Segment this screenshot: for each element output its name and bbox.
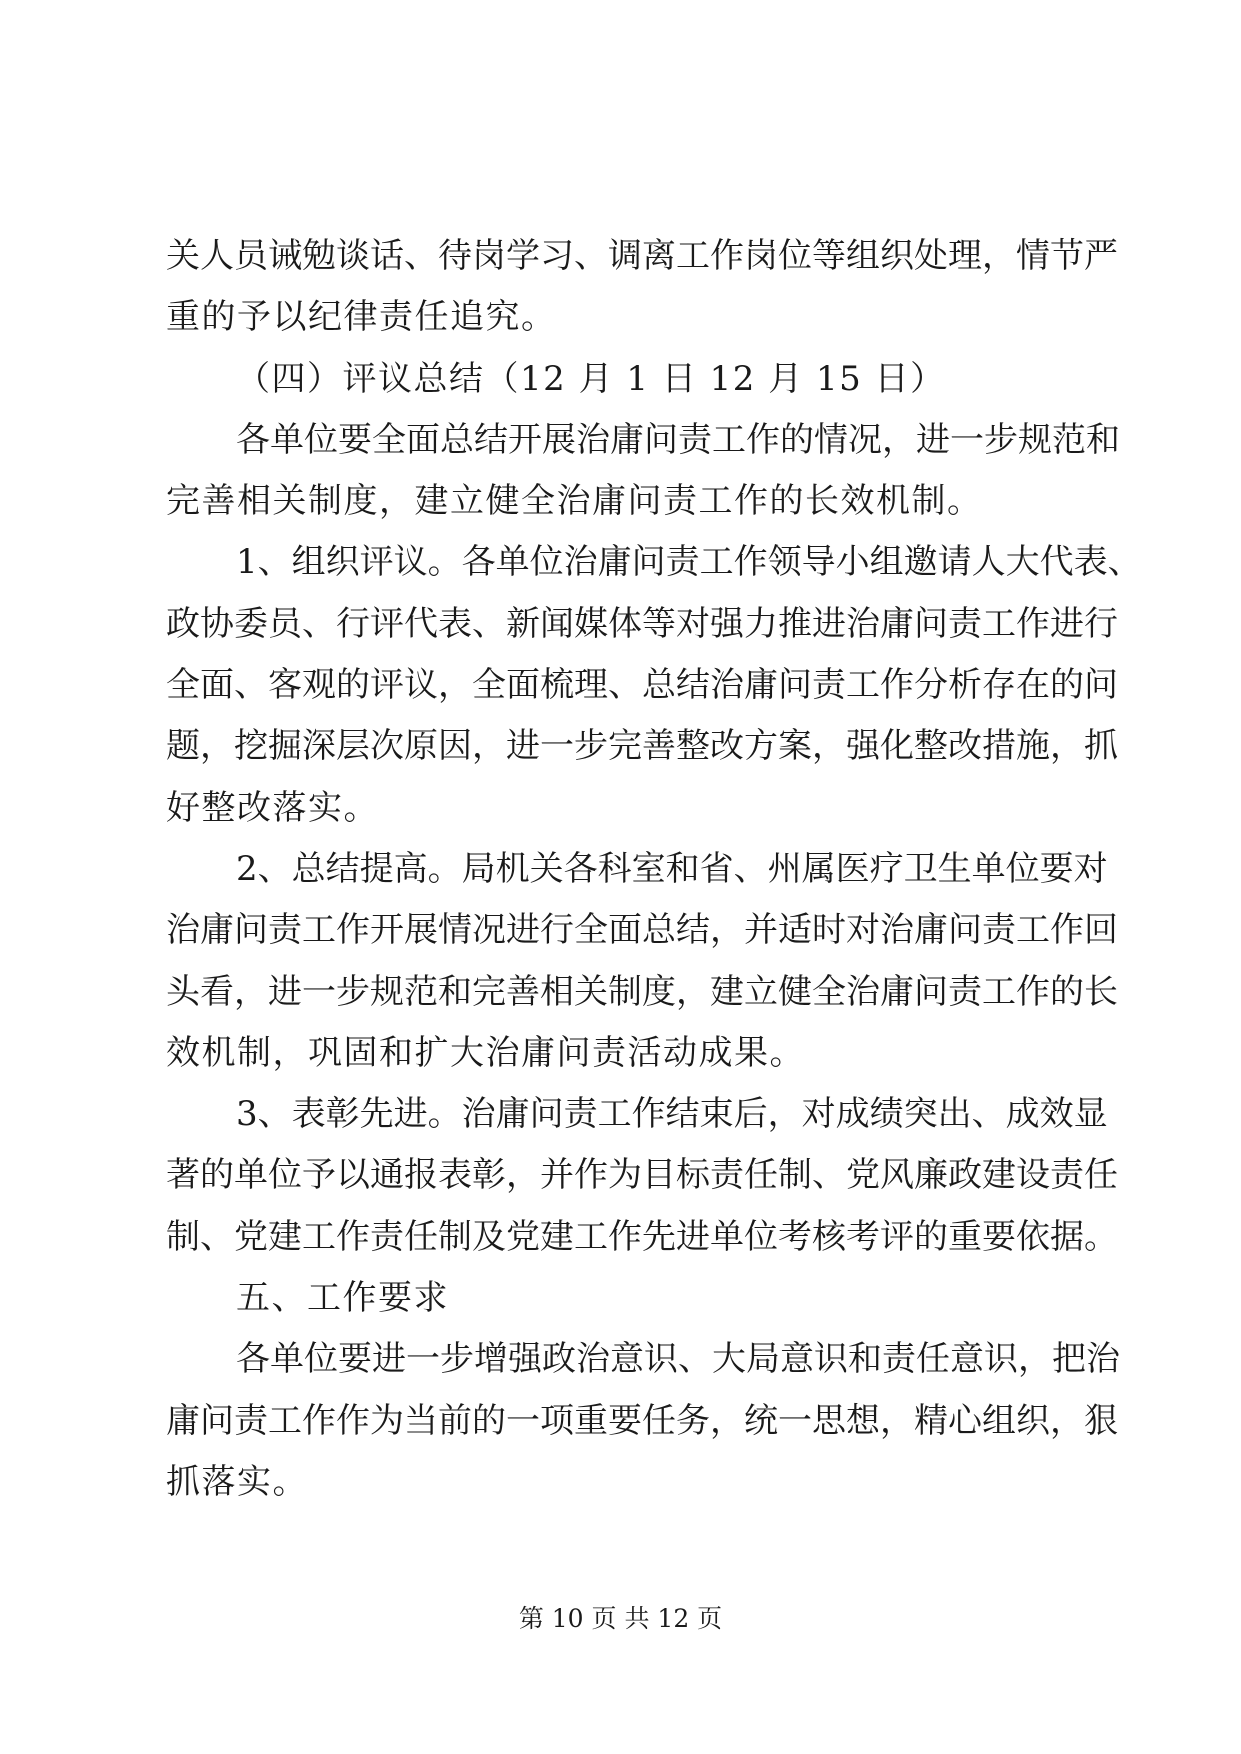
document-body bbox=[166, 226, 1142, 1513]
text-line: 政协委员、行评代表、新闻媒体等对强力推进治庸问责工作进行 bbox=[166, 603, 1118, 644]
text-line: 1、组织评议。各单位治庸问责工作领导小组邀请人大代表、 bbox=[236, 542, 1142, 583]
text-line: 头看，进一步规范和完善相关制度，建立健全治庸问责工作的长 bbox=[166, 971, 1118, 1012]
text-line: 关人员诫勉谈话、待岗学习、调离工作岗位等组织处理，情节严 bbox=[166, 236, 1118, 276]
text-line: 著的单位予以通报表彰，并作为目标责任制、党风廉政建设责任 bbox=[166, 1155, 1118, 1196]
section-heading: 五、工作要求 bbox=[236, 1278, 449, 1319]
text-line: 全面、客观的评议，全面梳理、总结治庸问责工作分析存在的问 bbox=[166, 665, 1118, 706]
text-line: 好整改落实。 bbox=[166, 787, 379, 828]
text-line: 2、总结提高。局机关各科室和省、州属医疗卫生单位要对 bbox=[236, 848, 1108, 889]
text-line: 各单位要进一步增强政治意识、大局意识和责任意识，把治 bbox=[236, 1339, 1120, 1380]
text-line: 抓落实。 bbox=[166, 1461, 308, 1502]
text-line: 各单位要全面总结开展治庸问责工作的情况，进一步规范和 bbox=[236, 419, 1120, 460]
page-number-footer: 第 10 页 共 12 页 bbox=[518, 1604, 723, 1633]
text-line: 重的予以纪律责任追究。 bbox=[166, 297, 557, 338]
section-heading: （四）评议总结（12 月 1 日 12 月 15 日） bbox=[236, 358, 946, 399]
text-line: 3、表彰先进。治庸问责工作结束后，对成绩突出、成效显 bbox=[236, 1094, 1108, 1135]
text-line: 制、党建工作责任制及党建工作先进单位考核考评的重要依据。 bbox=[166, 1216, 1118, 1257]
text-line: 治庸问责工作开展情况进行全面总结，并适时对治庸问责工作回 bbox=[166, 910, 1118, 951]
text-line: 效机制，巩固和扩大治庸问责活动成果。 bbox=[166, 1032, 805, 1073]
text-line: 题，挖掘深层次原因，进一步完善整改方案，强化整改措施，抓 bbox=[166, 726, 1118, 767]
text-line: 庸问责工作作为当前的一项重要任务，统一思想，精心组织，狠 bbox=[166, 1400, 1118, 1441]
text-line: 完善相关制度，建立健全治庸问责工作的长效机制。 bbox=[166, 481, 983, 522]
